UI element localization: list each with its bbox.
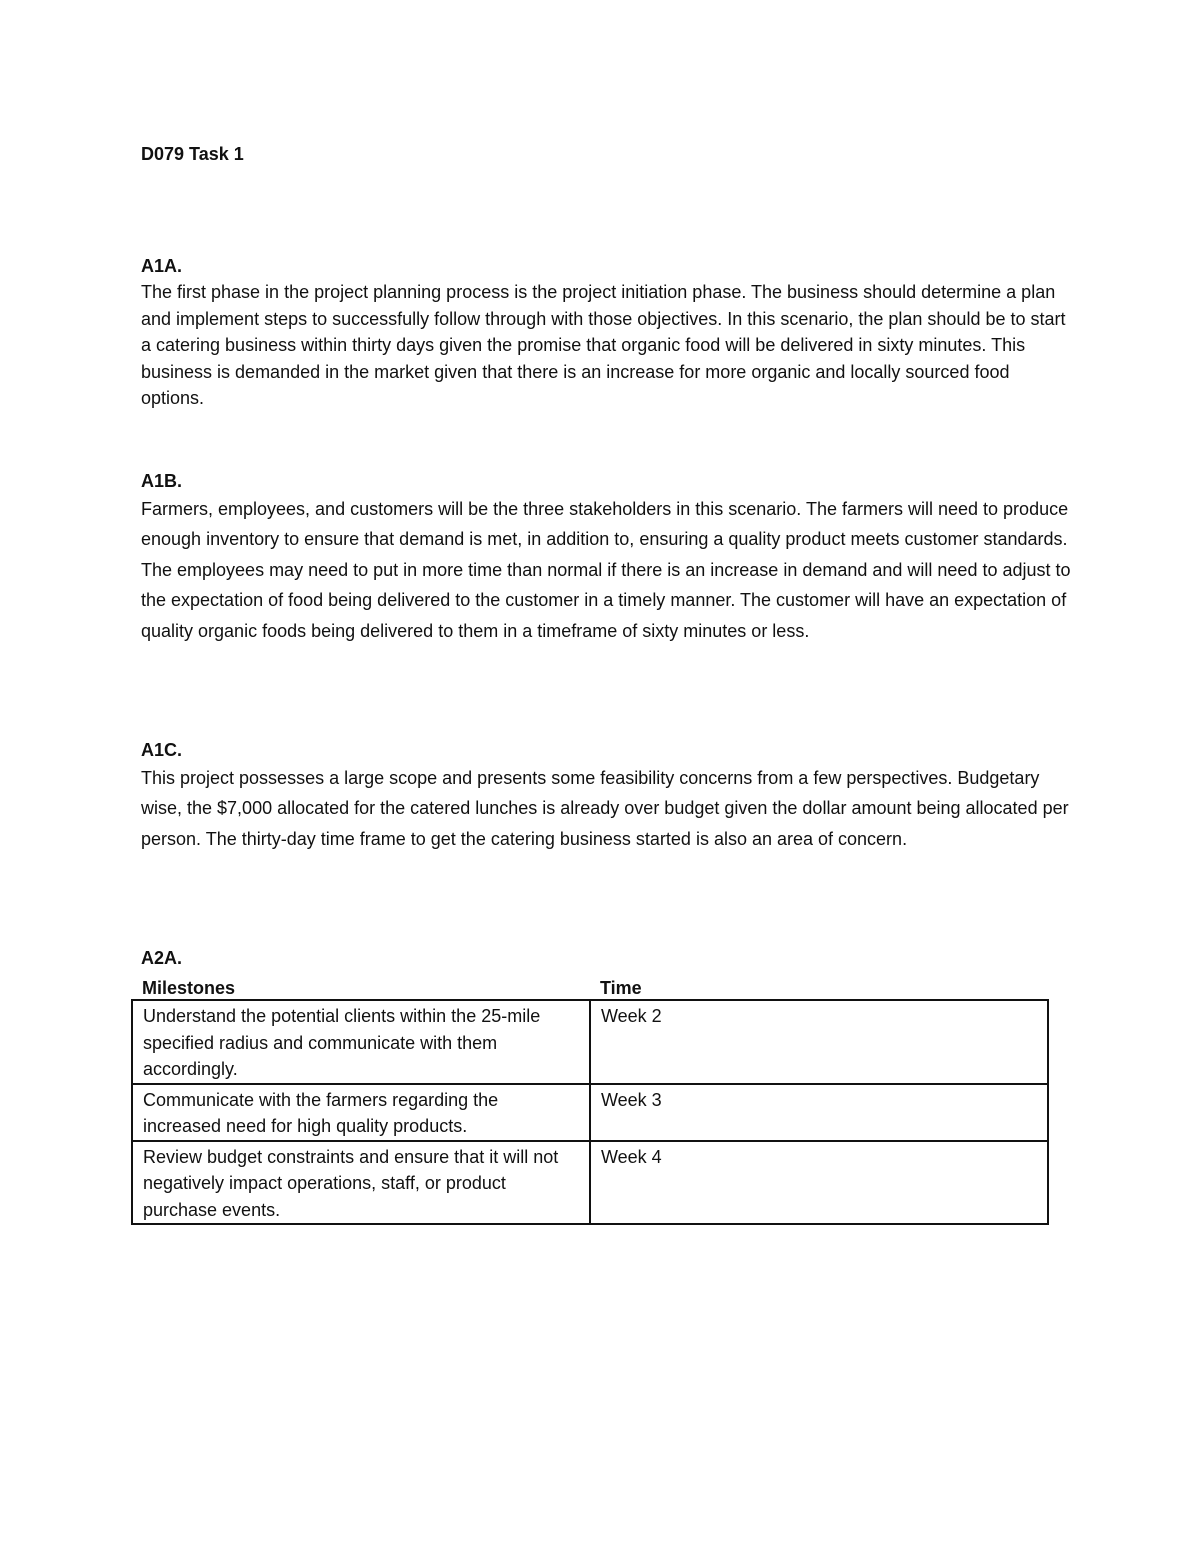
milestone-cell: Understand the potential clients within the 25-mile specified radius and communicate with them accordingly. — [132, 1000, 590, 1084]
column-header-time: Time — [590, 975, 1048, 1000]
section-a1a — [141, 253, 1071, 412]
section-body: Farmers, employees, and customers will be the three stakeholders in this scenario. The farmers will need to produce enough inventory to ensure that demand is met, in addition to, ensuring a quality product meets customer standards. The employees may need to put in more time than normal if there is an increase in demand and will need to adjust to the expectation of food being delivered to the customer in a timely manner. The customer will have an expectation of quality organic foods being delivered to them in a timeframe of sixty minutes or less. — [141, 499, 1071, 641]
table-row — [132, 1141, 1048, 1225]
section-body: The first phase in the project planning process is the project initiation phase. The business should determine a plan and implement steps to successfully follow through with those objectives. In this scenario, the plan should be to start a catering business within thirty days given the promise that organic food will be delivered in sixty minutes. This business is demanded in the market given that there is an increase for more organic and locally sourced food options. — [141, 282, 1066, 409]
time-cell: Week 3 — [590, 1084, 1048, 1141]
section-heading: A2A. — [141, 948, 183, 968]
milestones-table — [131, 975, 1049, 1225]
time-cell: Week 2 — [590, 1000, 1048, 1084]
document-title: D079 Task 1 — [141, 144, 244, 164]
section-heading: A1B. — [141, 471, 183, 491]
time-cell: Week 4 — [590, 1141, 1048, 1225]
table-header-row — [132, 975, 1048, 1000]
section-body: This project possesses a large scope and presents some feasibility concerns from a few perspectives. Budgetary wise, the $7,000 allocated for the catered lunches is already over budget given the dollar amount being allocated per person. The thirty-day time frame to get the catering business started is also an area of concern. — [141, 768, 1069, 849]
table-row — [132, 1000, 1048, 1084]
milestone-cell: Review budget constraints and ensure that it will not negatively impact operations, staff, or product purchase events. — [132, 1141, 590, 1225]
section-a2a — [141, 945, 1071, 971]
section-heading: A1A. — [141, 256, 183, 276]
table-row — [132, 1084, 1048, 1141]
milestone-cell: Communicate with the farmers regarding the increased need for high quality products. — [132, 1084, 590, 1141]
column-header-milestones: Milestones — [132, 975, 590, 1000]
section-heading: A1C. — [141, 740, 183, 760]
section-a1c — [141, 737, 1071, 854]
section-a1b — [141, 468, 1071, 646]
